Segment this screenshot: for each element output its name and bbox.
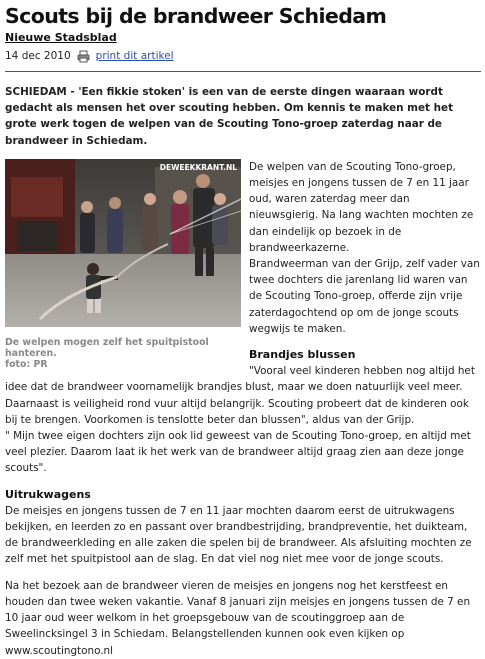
paragraph-6: Na het bezoek aan de brandweer vieren de meisjes en jongens nog het kerstfeest en houden dan twee weken vakantie. Vanaf 8 januari zijn meisjes en jongens tussen de 7 en 10 jaar oud weer welkom in het groepsgebouw van de scoutinggroep aan de Sweelincksingel 3 in Schiedam. Belangstellenden kunnen ook even kijken op www.scoutingtono.nl bbox=[5, 579, 471, 657]
paragraph-5: De meisjes en jongens tussen de 7 en 11 jaar mochten daarom eerst de uitrukwagens bekijken, en leerden zo en passant over brandbestrijding, brandpreventie, het duikteam, de brandweerkleding en alle zaken die spelen bij de brandweer. Als afsluiting mochten ze zelf met het spuitpistool aan de slag. En dat viel nog niet mee voor de jonge scouts. bbox=[5, 504, 472, 566]
title-divider bbox=[5, 71, 481, 72]
article bbox=[0, 3, 485, 657]
article-title: Scouts bij de brandweer Schiedam bbox=[5, 4, 387, 28]
print-article-link[interactable]: print dit artikel bbox=[95, 50, 174, 62]
photo-caption-text: De welpen mogen zelf het spuitpistool hanteren. bbox=[5, 336, 209, 359]
article-date: 14 dec 2010 bbox=[5, 50, 71, 62]
subheading-brandjes-blussen: Brandjes blussen bbox=[249, 348, 356, 362]
source-name: Nieuwe Stadsblad bbox=[5, 31, 117, 44]
photo-credit: foto: PR bbox=[5, 358, 48, 370]
article-photo bbox=[5, 159, 241, 327]
paragraph-2: Brandweerman van der Grijp, zelf vader van twee dochters die jarenlang lid waren van de Scouting Tono-groep, offerde zijn vrije zaterdagochtend op om de jonge scouts wegwijs te maken. bbox=[249, 258, 480, 335]
paragraph-4: " Mijn twee eigen dochters zijn ook lid geweest van de Scouting Tono-groep, en altijd met veel plezier. Daarom laat ik het werk van de brandweer altijd graag zien aan deze jonge scouts". bbox=[5, 430, 471, 475]
photo-box bbox=[5, 159, 241, 370]
lead-paragraph: SCHIEDAM - 'Een fikkie stoken' is een van de eerste dingen waaraan wordt gedacht als mensen het over scouting hebben. Om kennis te maken met het grote werk togen de welpen van de Scouting Tono-groep zaterdag naar de brandweer in Schiedam. bbox=[5, 86, 454, 147]
article-meta bbox=[5, 49, 481, 63]
photo-caption bbox=[5, 337, 241, 370]
printer-icon[interactable] bbox=[77, 50, 90, 63]
subheading-uitrukwagens: Uitrukwagens bbox=[5, 487, 91, 501]
photo-watermark: DEWEEKKRANT.NL bbox=[159, 162, 237, 172]
paragraph-3: "Vooral veel kinderen hebben nog altijd het idee dat de brandweer voornamelijk brandjes blust, maar we doen natuurlijk veel meer. Daarnaast is veiligheid rond vuur altijd belangrijk. Scouting probeert dat de kinderen ook bij te brengen. Voorkomen is tenslotte beter dan blussen", aldus van der Grijp. bbox=[5, 365, 475, 426]
paragraph-1: De welpen van de Scouting Tono-groep, meisjes en jongens tussen de 7 en 11 jaar oud, waren zaterdag meer dan nieuwsgierig. Na lang wachten mochten ze dan eindelijk op bezoek in de brandweerkazerne. bbox=[249, 160, 474, 254]
